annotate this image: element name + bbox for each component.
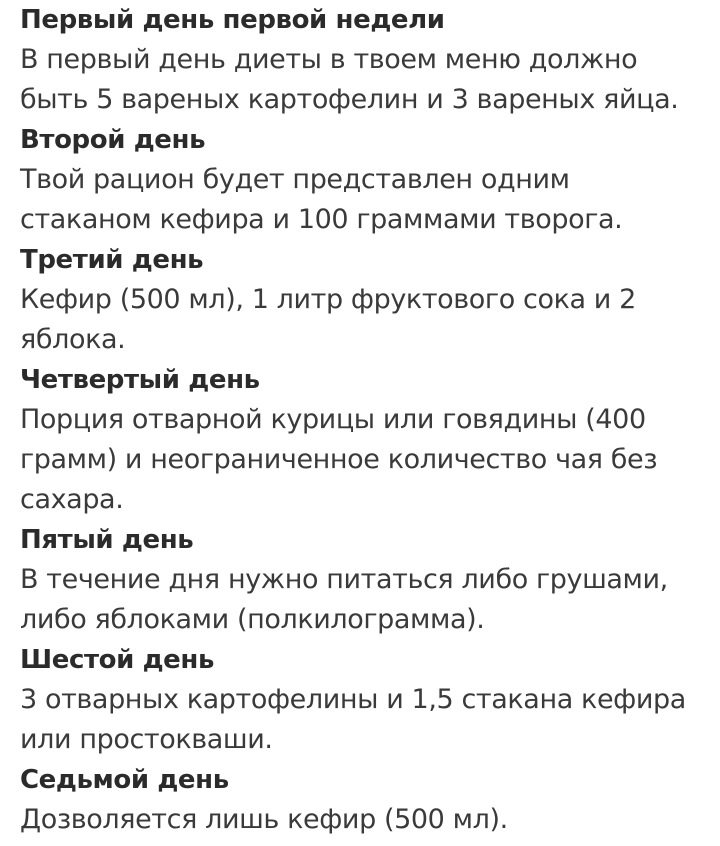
- day-4-text-line-1: Порция отварной курицы или говядины (400: [20, 404, 646, 435]
- day-6-heading: Шестой день: [20, 645, 215, 675]
- diet-document: [20, 0, 710, 840]
- day-2-text-line-1: Твой рацион будет представлен одним: [20, 164, 570, 195]
- day-1-text-line-2: быть 5 вареных картофелин и 3 вареных яйца.: [20, 84, 679, 115]
- day-4-text-line-3: сахара.: [20, 484, 124, 515]
- day-2-text-line-2: стаканом кефира и 100 граммами творога.: [20, 204, 623, 235]
- day-3-text-line-2: яблока.: [20, 324, 126, 355]
- day-3-heading: Третий день: [20, 245, 204, 275]
- day-5-section: [20, 520, 710, 640]
- day-1-section: [20, 0, 710, 120]
- day-2-heading: Второй день: [20, 125, 206, 155]
- day-1-text-line-1: В первый день диеты в твоем меню должно: [20, 44, 638, 75]
- day-6-section: [20, 640, 710, 760]
- day-6-text-line-2: или простокваши.: [20, 724, 273, 755]
- day-5-heading: Пятый день: [20, 525, 194, 555]
- day-6-text-line-1: 3 отварных картофелины и 1,5 стакана кефира: [20, 684, 686, 715]
- day-4-section: [20, 360, 710, 520]
- day-7-heading: Седьмой день: [20, 765, 229, 795]
- day-3-section: [20, 240, 710, 360]
- day-5-text-line-1: В течение дня нужно питаться либо грушами,: [20, 564, 668, 595]
- day-2-section: [20, 120, 710, 240]
- day-1-heading: Первый день первой недели: [20, 5, 445, 35]
- day-3-text-line-1: Кефир (500 мл), 1 литр фруктового сока и 2: [20, 284, 636, 315]
- day-7-text-line-1: Дозволяется лишь кефир (500 мл).: [20, 804, 508, 835]
- day-7-section: [20, 760, 710, 840]
- day-5-text-line-2: либо яблоками (полкилограмма).: [20, 604, 485, 635]
- day-4-heading: Четвертый день: [20, 365, 260, 395]
- day-4-text-line-2: грамм) и неограниченное количество чая без: [20, 444, 658, 475]
